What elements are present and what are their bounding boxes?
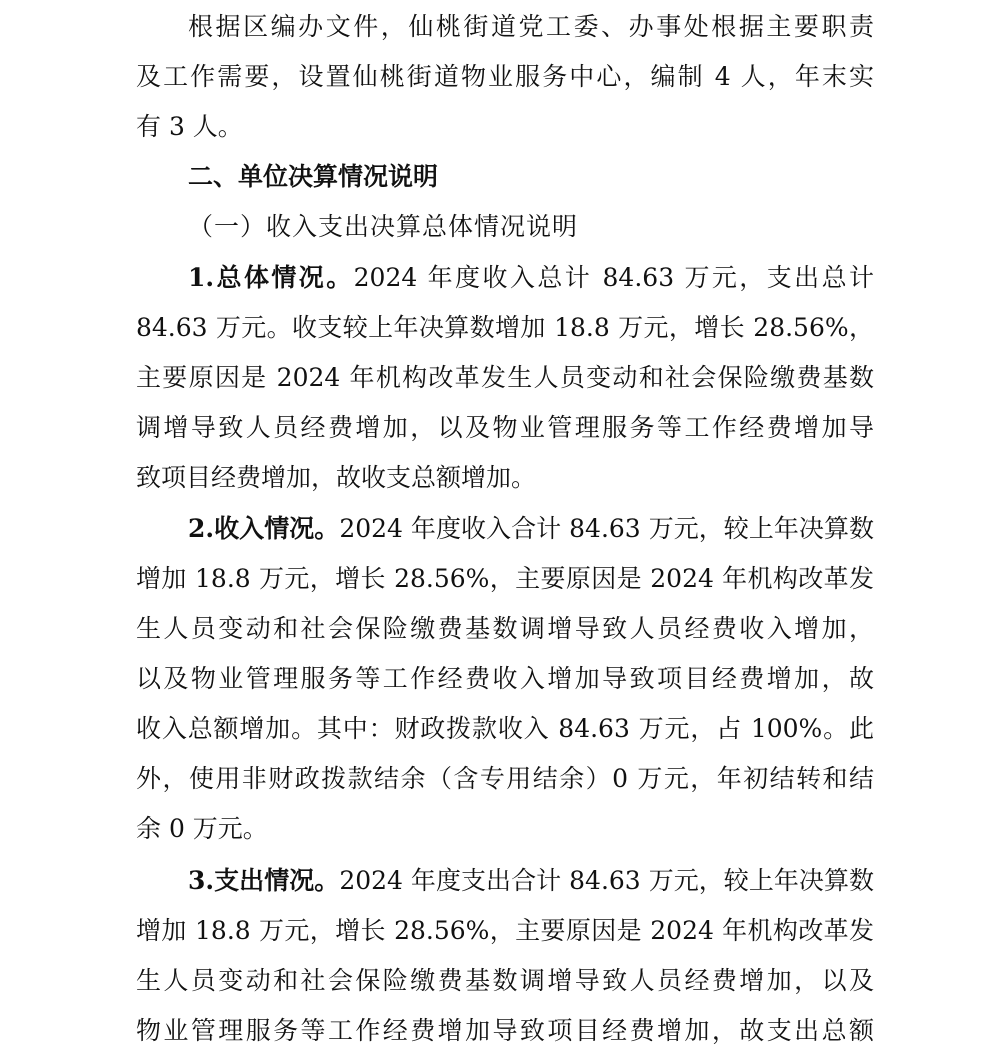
income-lead: 2.收入情况。 <box>188 514 340 543</box>
income-line-1 <box>188 509 874 549</box>
expense-lead: 3.支出情况。 <box>188 866 340 895</box>
intro-line-1: 根据区编办文件，仙桃街道党工委、办事处根据主要职责 <box>188 12 874 41</box>
income-line-2: 增加 18.8 万元，增长 28.56%，主要原因是 2024 年机构改革发 <box>136 564 874 593</box>
intro-line-3: 有 3 人。 <box>136 112 243 141</box>
overall-line-2: 84.63 万元。收支较上年决算数增加 18.8 万元，增长 28.56%， <box>136 313 874 342</box>
overall-line-5: 致项目经费增加，故收支总额增加。 <box>136 463 537 492</box>
expense-line-1-text: 2024 年度支出合计 84.63 万元，较上年决算数 <box>339 866 874 895</box>
subsection-heading: （一）收入支出决算总体情况说明 <box>188 212 579 241</box>
section-heading: 二、单位决算情况说明 <box>188 162 439 191</box>
overall-line-1-text: 2024 年度收入总计 84.63 万元，支出总计 <box>353 263 874 292</box>
intro-line-2: 及工作需要，设置仙桃街道物业服务中心，编制 4 人，年末实 <box>136 62 874 91</box>
overall-line-3: 主要原因是 2024 年机构改革发生人员变动和社会保险缴费基数 <box>136 363 874 392</box>
income-line-1-text: 2024 年度收入合计 84.63 万元，较上年决算数 <box>339 514 874 543</box>
expense-line-3: 生人员变动和社会保险缴费基数调增导致人员经费增加，以及 <box>136 966 874 995</box>
overall-lead: 1.总体情况。 <box>188 263 354 292</box>
expense-line-2: 增加 18.8 万元，增长 28.56%，主要原因是 2024 年机构改革发 <box>136 916 874 945</box>
income-line-7: 余 0 万元。 <box>136 814 268 843</box>
overall-line-1 <box>188 258 874 298</box>
income-line-5: 收入总额增加。其中：财政拨款收入 84.63 万元，占 100%。此 <box>136 714 874 743</box>
overall-line-4: 调增导致人员经费增加，以及物业管理服务等工作经费增加导 <box>136 413 874 442</box>
income-line-3: 生人员变动和社会保险缴费基数调增导致人员经费收入增加， <box>136 614 874 643</box>
income-line-6: 外，使用非财政拨款结余（含专用结余）0 万元，年初结转和结 <box>136 764 874 793</box>
expense-line-4: 物业管理服务等工作经费增加导致项目经费增加，故支出总额 <box>136 1016 874 1045</box>
expense-line-1 <box>188 861 874 901</box>
income-line-4: 以及物业管理服务等工作经费收入增加导致项目经费增加，故 <box>136 664 874 693</box>
